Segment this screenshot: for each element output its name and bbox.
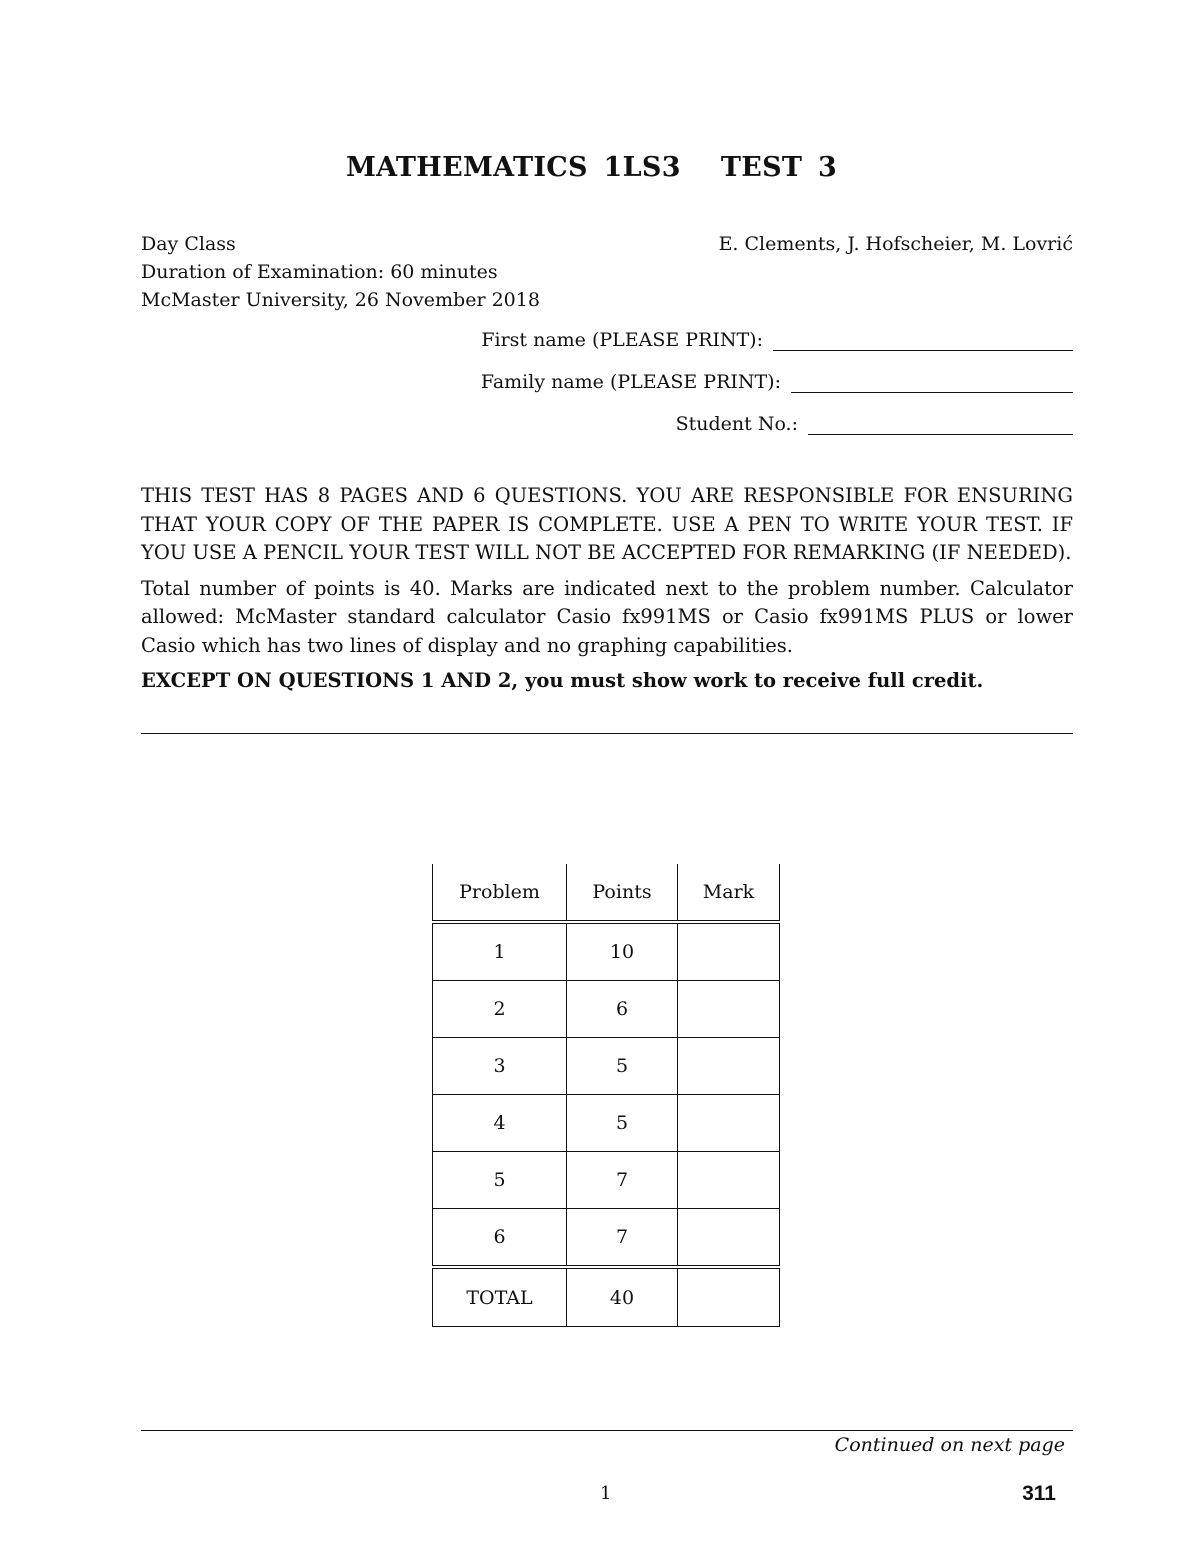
- page-number: 1: [600, 1483, 612, 1504]
- header-problem: Problem: [433, 864, 567, 922]
- family-name-field[interactable]: [481, 371, 1073, 393]
- problem-cell: 2: [433, 981, 567, 1038]
- problem-cell: 3: [433, 1038, 567, 1095]
- class-label: Day Class: [141, 233, 236, 255]
- page-title: [0, 152, 1183, 183]
- mark-cell[interactable]: [678, 922, 780, 981]
- problem-cell: 6: [433, 1209, 567, 1268]
- show-work-paragraph: EXCEPT ON QUESTIONS 1 AND 2, you must show work to receive full credit.: [141, 669, 984, 692]
- course-title: MATHEMATICS 1LS3: [345, 152, 681, 183]
- first-name-line[interactable]: [773, 332, 1073, 351]
- table-row: [433, 1038, 780, 1095]
- table-row: [433, 922, 780, 981]
- table-header-row: [433, 864, 780, 922]
- exam-meta: [141, 230, 540, 314]
- table-row: [433, 981, 780, 1038]
- continued-note: Continued on next page: [834, 1434, 1065, 1456]
- test-title: TEST 3: [720, 152, 838, 183]
- stamp-number: 311: [1022, 1482, 1056, 1505]
- table-row: [433, 1209, 780, 1268]
- header-divider: [141, 733, 1073, 734]
- total-points-cell: 40: [567, 1267, 678, 1327]
- points-cell: 7: [567, 1152, 678, 1209]
- duration-label: Duration of Examination: 60 minutes: [141, 261, 498, 283]
- total-label-cell: TOTAL: [433, 1267, 567, 1327]
- warning-paragraph: THIS TEST HAS 8 PAGES AND 6 QUESTIONS. YOU ARE RESPONSIBLE FOR ENSURING THAT YOUR COPY OF THE PAPER IS COMPLETE. USE A PEN TO WRITE YOUR TEST. IF YOU USE A PENCIL YOUR TEST WILL NOT BE ACCEPTED FOR REMARKING (IF NEEDED).: [141, 484, 1073, 564]
- points-cell: 6: [567, 981, 678, 1038]
- student-no-label: Student No.:: [675, 413, 798, 435]
- header-mark: Mark: [678, 864, 780, 922]
- instructors: E. Clements, J. Hofscheier, M. Lovrić: [718, 233, 1073, 255]
- problem-cell: 4: [433, 1095, 567, 1152]
- mark-cell[interactable]: [678, 1038, 780, 1095]
- student-no-field[interactable]: [676, 413, 1073, 435]
- points-cell: 5: [567, 1038, 678, 1095]
- total-mark-cell[interactable]: [678, 1267, 780, 1327]
- table-row: [433, 1095, 780, 1152]
- table-row: [433, 1152, 780, 1209]
- mark-cell[interactable]: [678, 1209, 780, 1268]
- points-cell: 7: [567, 1209, 678, 1268]
- problem-cell: 1: [433, 922, 567, 981]
- marks-table: [432, 864, 780, 1327]
- footer-divider: [141, 1430, 1073, 1431]
- institution-date-label: McMaster University, 26 November 2018: [141, 289, 540, 311]
- mark-cell[interactable]: [678, 1152, 780, 1209]
- first-name-field[interactable]: [481, 329, 1073, 351]
- table-total-row: [433, 1267, 780, 1327]
- instructions: [141, 482, 1073, 703]
- first-name-label: First name (PLEASE PRINT):: [481, 329, 763, 351]
- mark-cell[interactable]: [678, 1095, 780, 1152]
- student-no-line[interactable]: [808, 416, 1073, 435]
- mark-cell[interactable]: [678, 981, 780, 1038]
- problem-cell: 5: [433, 1152, 567, 1209]
- points-paragraph: Total number of points is 40. Marks are indicated next to the problem number. Calculator allowed: McMaster standard calculator Casio fx991MS or Casio fx991MS PLUS or lower Casio which has two lines of display and no graphing capabilities.: [141, 576, 1073, 657]
- points-cell: 10: [567, 922, 678, 981]
- header-points: Points: [567, 864, 678, 922]
- family-name-line[interactable]: [791, 374, 1073, 393]
- family-name-label: Family name (PLEASE PRINT):: [480, 371, 781, 393]
- points-cell: 5: [567, 1095, 678, 1152]
